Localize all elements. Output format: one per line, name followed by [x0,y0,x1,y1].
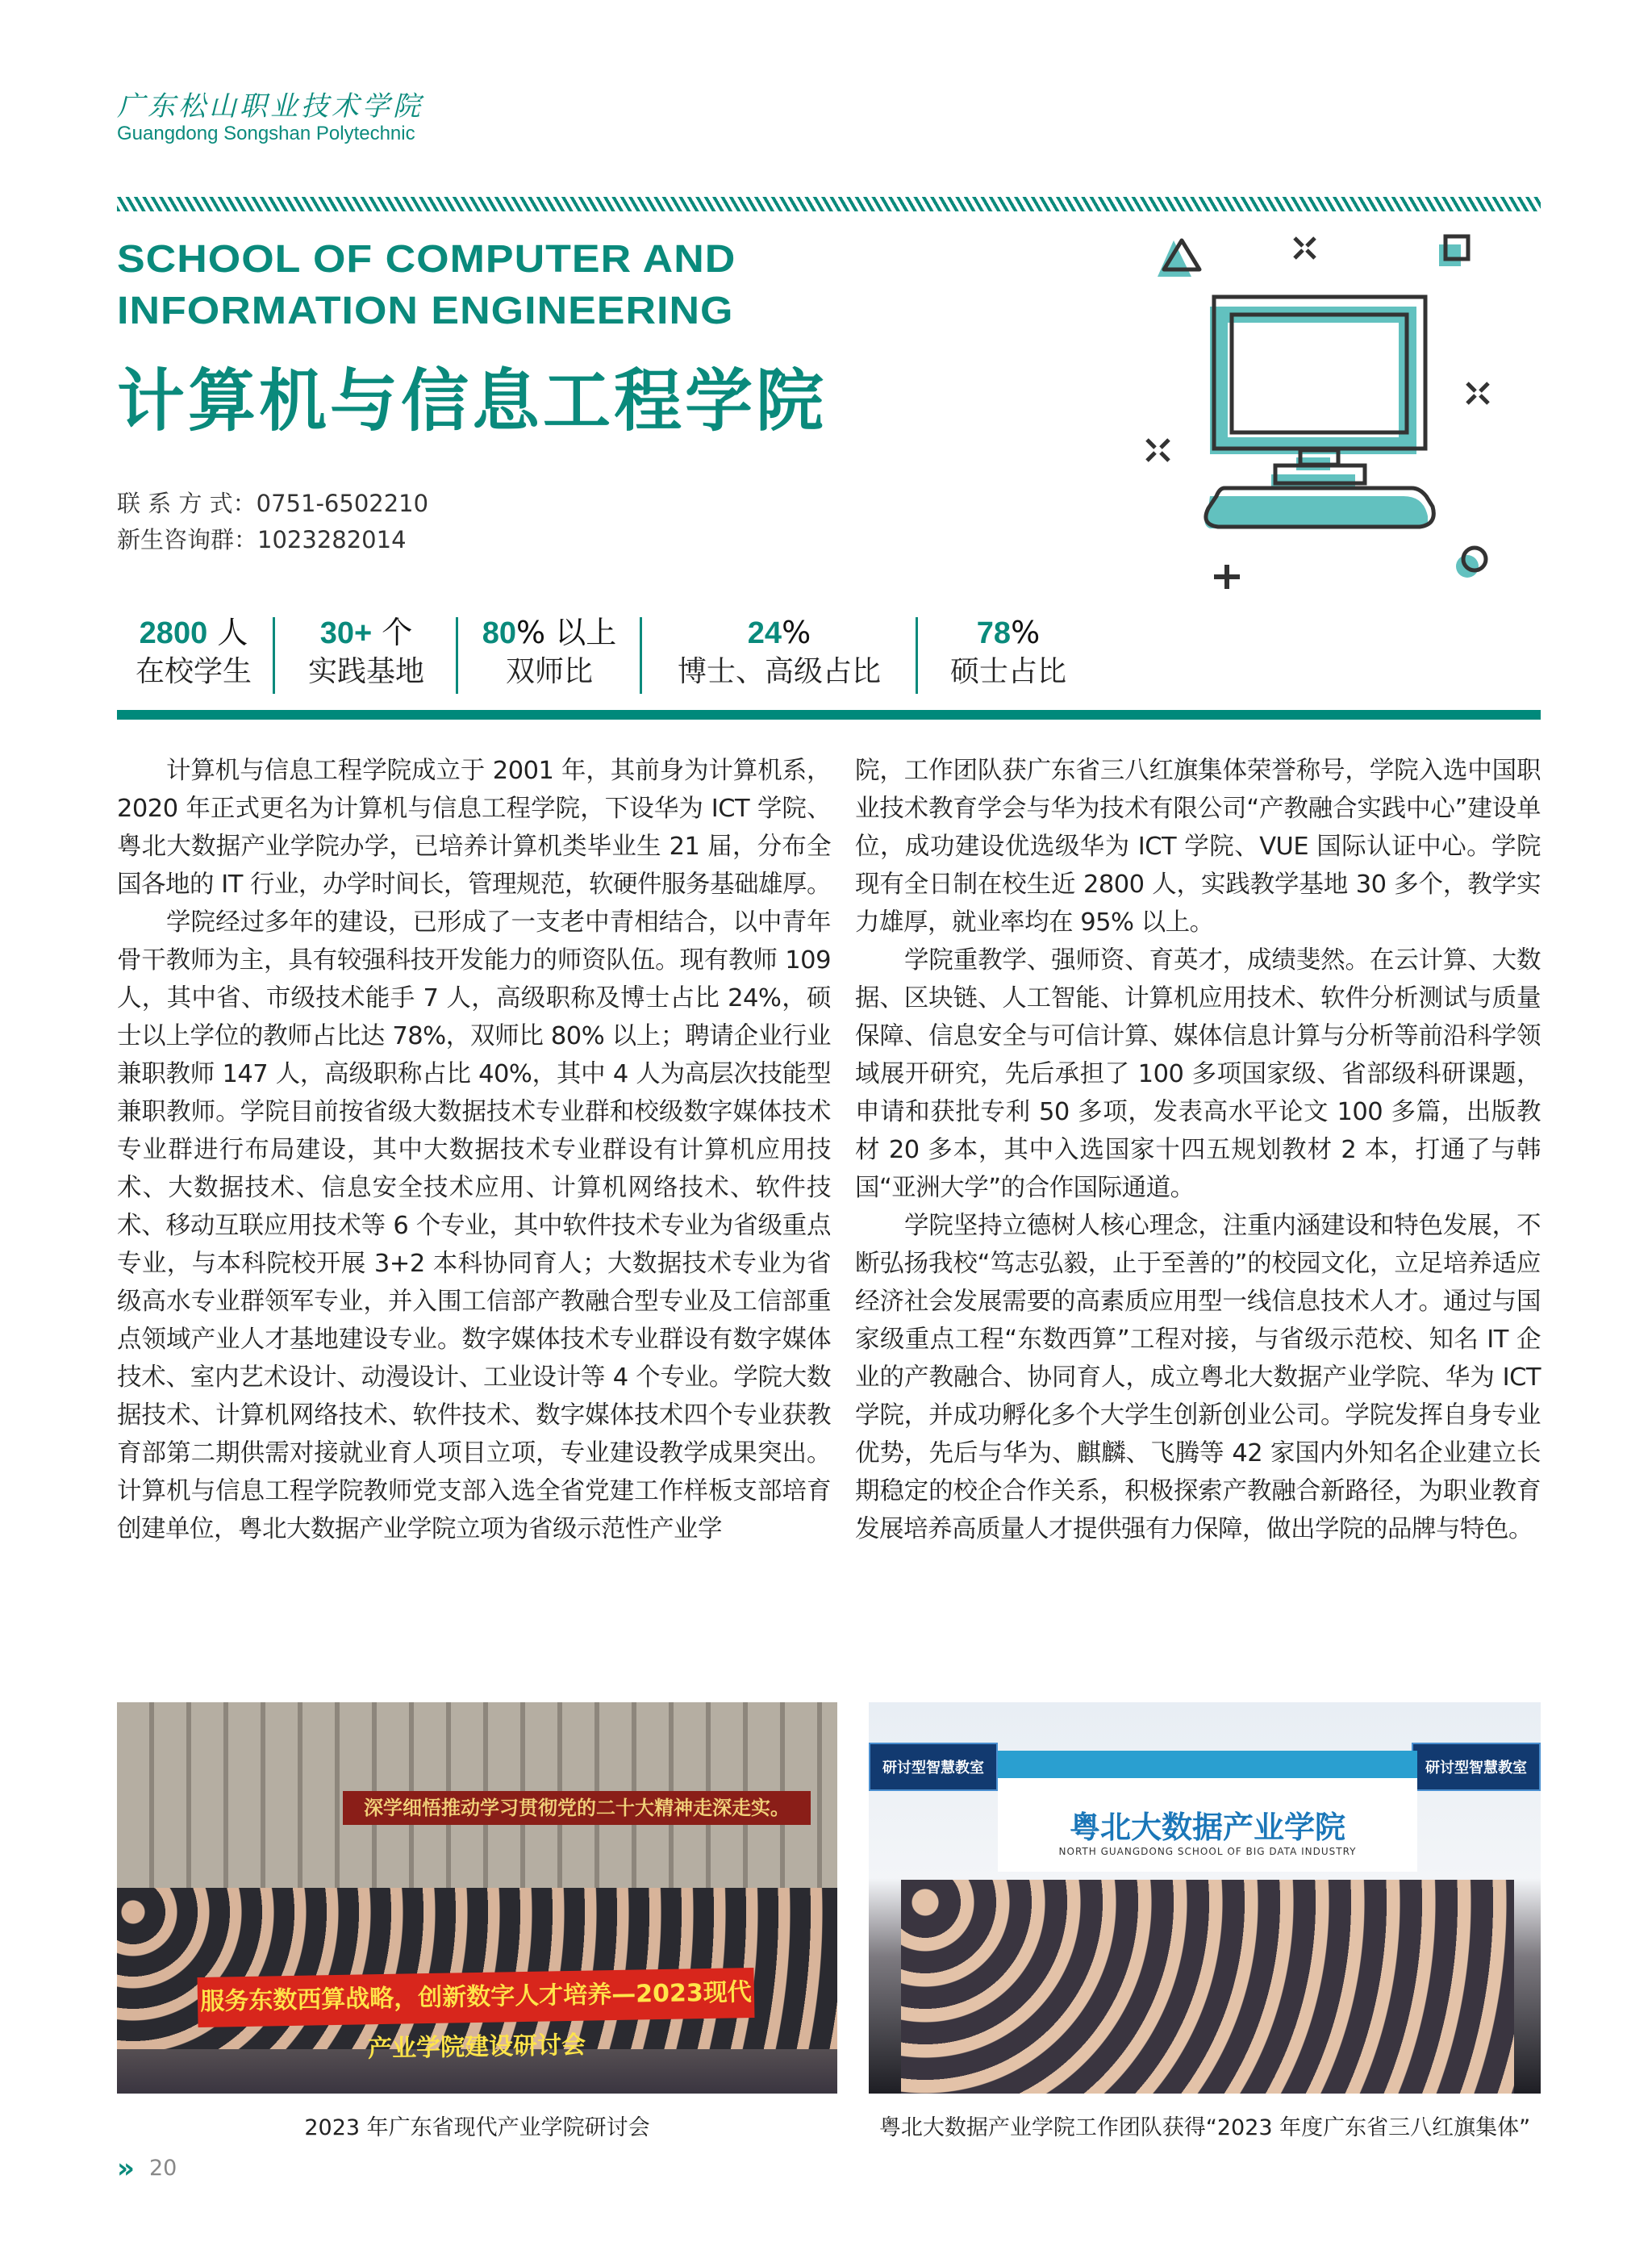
title-en-line2: INFORMATION ENGINEERING [117,289,734,333]
photo-wall-sign [998,1751,1417,1872]
photo-side-sign: 研讨型智慧教室 [1412,1743,1541,1791]
paragraph: 学院经过多年的建设，已形成了一支老中青相结合，以中青年骨干教师为主，具有较强科技开发能力的师资队伍。现有教师 109 人，其中省、市级技术能手 7 人，高级职称及博士占比 24%，硕士以上学位的教师占比达 78%，双师比 80% 以上；聘请企业行业兼职教师 147 人，高级职称占比 40%，其中 4 人为高层次技能型兼职教师。学院目前按省级大数据技术专业群和校级数字媒体技术专业群进行布局建设，其中大数据技术专业群设有计算机应用技术、大数据技术、信息安全技术应用、计算机网络技术、软件技术、移动互联应用技术等 6 个专业，其中软件技术专业为省级重点专业，与本科院校开展 3+2 本科协同育人；大数据技术专业为省级高水专业群领军专业，并入围工信部产教融合型专业及工信部重点领域产业人才基地建设专业。数字媒体技术专业群设有数字媒体技术、室内艺术设计、动漫设计、工业设计等 4 个专业。学院大数据技术、计算机网络技术、软件技术、数字媒体技术四个专业获教育部第二期供需对接就业育人项目立项，专业建设教学成果突出。计算机与信息工程学院教师党支部入选全省党建工作样板支部培育创建单位，粤北大数据产业学院立项为省级示范性产业学 [117,908,831,1543]
title-en-line1: SCHOOL OF COMPUTER AND [117,237,736,282]
monitor-icon [1204,297,1433,528]
photo-team-award [869,1702,1541,2094]
stat-label: 在校学生 [135,655,252,688]
phone-label: 联 系 方 式： [117,490,257,517]
circle-icon [1456,548,1486,578]
paragraph: 院，工作团队获广东省三八红旗集体荣誉称号，学院入选中国职业技术教育学会与华为技术有限公司“产教融合实践中心”建设单位，成功建设优选级华为 ICT 学院、VUE 国际认证中心。学院现有全日制在校生近 2800 人，实践教学基地 30 多个，教学实力雄厚，就业率均在 95% 以上。 [855,757,1541,937]
photo-caption: 粤北大数据产业学院工作团队获得“2023 年度广东省三八红旗集体” [878,2115,1531,2140]
stat-value: 80 [482,616,517,650]
stat-dual-teacher [460,613,639,691]
stat-unit: 人 [207,615,248,650]
stat-value: 78 [976,616,1012,650]
stat-divider [916,617,918,694]
stat-practice-bases [278,613,454,691]
stat-value: 2800 [139,616,208,650]
photo-banner-red: 服务东数西算战略，创新数字人才培养—2023现代产业学院建设研讨会 [198,1968,755,2027]
stat-doctor-ratio [645,613,913,691]
triangle-icon [1158,240,1199,277]
body-column-left [117,752,831,1548]
stat-divider [456,617,458,694]
sign-cn: 粤北大数据产业学院 [1069,1810,1345,1845]
group-label: 新生咨询群： [117,526,258,553]
paragraph: 学院坚持立德树人核心理念，注重内涵建设和特色发展，不断弘扬我校“笃志弘毅，止于至善的”的校园文化，立足培养适应经济社会发展需要的高素质应用型一线信息技术人才。通过与国家级重点工程“东数西算”工程对接，与省级示范校、知名 IT 企业的产教融合、协同育人，成立粤北大数据产业学院、华为 ICT 学院，并成功孵化多个大学生创新创业公司。学院发挥自身专业优势，先后与华为、麒麟、飞腾等 42 家国内外知名企业建立长期稳定的校企合作关系，积极探索产教融合新路径，为职业教育发展培养高质量人才提供强有力保障，做出学院的品牌与特色。 [855,1212,1541,1543]
photo-side-sign: 研讨型智慧教室 [869,1743,998,1791]
cross-icon [1295,238,1315,258]
square-icon [1439,236,1468,266]
page-title: 计算机与信息工程学院 [117,361,828,440]
plus-icon [1214,565,1240,589]
stat-divider [273,617,275,694]
body-column-right [855,752,1541,1548]
stat-unit: 个 [372,615,413,650]
contact-group [117,522,407,555]
page-number: 20 [149,2156,177,2181]
stat-unit: % [1011,615,1041,650]
group-value: 1023282014 [257,526,407,553]
paragraph: 学院重教学、强师资、育英才，成绩斐然。在云计算、大数据、区块链、人工智能、计算机应用技术、软件分析测试与质量保障、信息安全与可信计算、媒体信息计算与分析等前沿科学领域展开研究，先后承担了 100 多项国家级、省部级科研课题，申请和获批专利 50 多项，发表高水平论文 100 多篇，出版教材 20 多本，其中入选国家十四五规划教材 2 本，打通了与韩国“亚洲大学”的合作国际通道。 [855,946,1541,1202]
stat-label: 实践基地 [307,655,424,688]
sign-en: NORTH GUANGDONG SCHOOL OF BIG DATA INDUSTRY [1058,1846,1357,1857]
phone-value: 0751-6502210 [256,490,429,517]
stat-value: 24 [747,616,782,650]
contact-phone [117,486,428,519]
stat-unit: % 以上 [516,615,617,650]
stat-master-ratio [924,613,1093,691]
teal-divider-bar [117,710,1541,720]
logo-chinese: 广东松山职业技术学院 [117,90,423,123]
stat-value: 30+ [319,616,373,650]
stat-students [117,613,270,691]
stat-label: 博士、高级占比 [677,655,881,688]
photo-crowd [901,1880,1514,2094]
logo-english: Guangdong Songshan Polytechnic [117,123,415,144]
stat-unit: % [782,615,811,650]
computer-illustration [1113,210,1533,597]
cross-icon [1147,440,1169,461]
stat-label: 硕士占比 [949,655,1066,688]
photo-caption: 2023 年广东省现代产业学院研讨会 [304,2115,650,2140]
stat-divider [640,617,642,694]
photo-seminar-group [117,1702,837,2094]
cross-icon [1467,383,1488,403]
stat-label: 双师比 [505,655,593,688]
photo-banner-slogan: 深学细悟推动学习贯彻党的二十大精神走深走实。 [343,1791,811,1825]
double-chevron-right-icon: » [117,2152,135,2185]
paragraph: 计算机与信息工程学院成立于 2001 年，其前身为计算机系，2020 年正式更名为计算机与信息工程学院，下设华为 ICT 学院、粤北大数据产业学院办学，已培养计算机类毕业生 21 届，分布全国各地的 IT 行业，办学时间长，管理规范，软硬件服务基础雄厚。 [117,757,832,899]
